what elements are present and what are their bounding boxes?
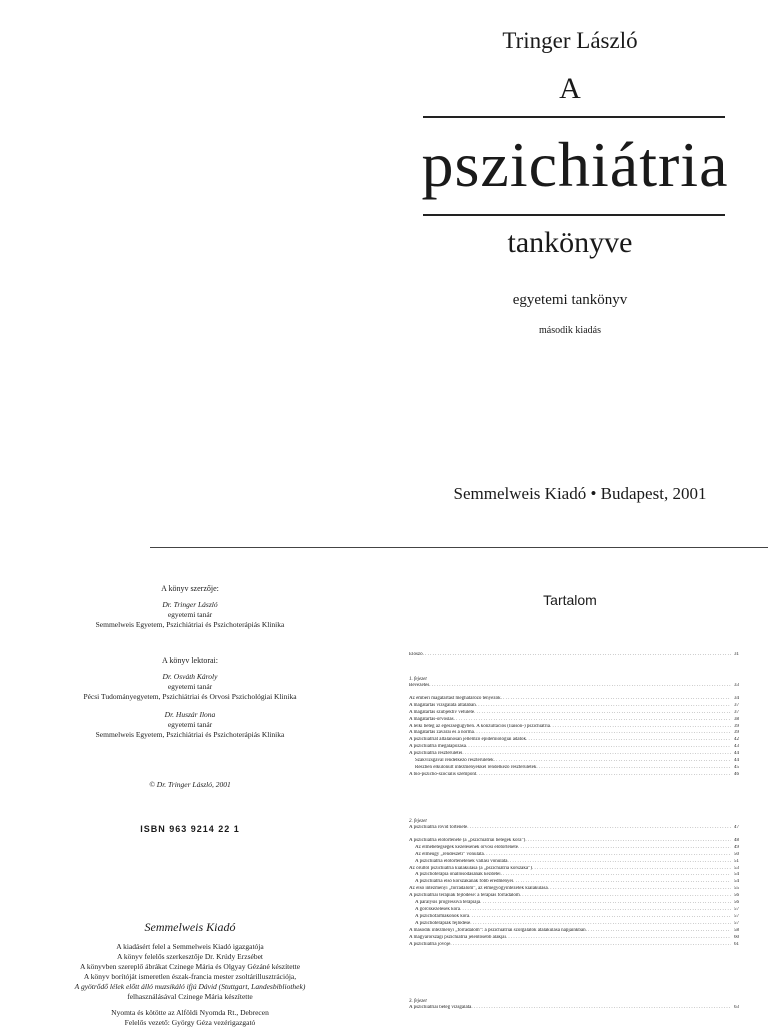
credit-line: A könyv felelős szerkesztője Dr. Krúdy Erzsébet	[117, 952, 263, 961]
toc-entry	[409, 710, 739, 717]
reviewer1-title: egyetemi tanár	[167, 682, 213, 691]
toc-entry	[409, 928, 739, 935]
title-rule-bottom	[423, 214, 725, 216]
toc-entry	[409, 696, 739, 703]
toc-entry-text: A lelki beteg az egészségügyben. A konzultációs (liaison-) pszichiátria	[409, 723, 550, 729]
toc-entry-text: A magatartás vizsgálata általában	[409, 702, 476, 708]
toc-entry-page: 54	[734, 879, 739, 885]
reviewers-heading: A könyv lektorai:	[162, 656, 218, 665]
toc-entry-page: 50	[734, 851, 739, 857]
edition: második kiadás	[539, 325, 601, 336]
toc-entry	[409, 879, 739, 886]
toc-entry-text: Részben elkülönült intézményekkel rendelkező részterületek	[415, 764, 537, 770]
author-credit-name: Dr. Tringer László	[162, 600, 218, 609]
toc-entry-page: 54	[734, 872, 739, 878]
credit-line: felhasználásával Czinege Mária készítette	[127, 992, 253, 1001]
contents-title: Tartalom	[543, 592, 597, 608]
title-rule-top	[423, 116, 725, 118]
toc-entry-text: A pszichofarmakonok kora	[415, 913, 470, 919]
toc-entry-page: 58	[734, 927, 739, 933]
book-subtitle: tankönyve	[507, 226, 633, 259]
credits-block	[40, 942, 340, 1028]
author-credit-inst: Semmelweis Egyetem, Pszichiátriai és Pszichoterápiás Klinika	[95, 620, 285, 629]
toc-entry	[409, 744, 739, 751]
toc-entry-text: A pszichiátriát általánosan jellemző epidemiológiai adatok	[409, 737, 527, 743]
chapter-label: 2. fejezet	[409, 819, 427, 824]
toc-entry-page: 61	[734, 941, 739, 947]
toc-entry	[409, 751, 739, 758]
toc-entry	[409, 730, 739, 737]
toc-entry-text: Az első intézményi „forradalom”, az elmegyógyintézetek kialakulása	[409, 886, 548, 892]
publisher-name: Semmelweis Kiadó	[144, 920, 236, 934]
chapter-label: 3. fejezet	[409, 999, 427, 1004]
toc-entry	[409, 724, 739, 731]
toc-entry-text: A paralysis progressiva terápiája	[415, 900, 481, 906]
toc-entry-page: 60	[734, 934, 739, 940]
toc-entry	[409, 683, 739, 690]
toc-entry	[409, 845, 739, 852]
toc-entry	[409, 942, 739, 949]
toc-chapter-3	[409, 998, 739, 1012]
toc-entry	[409, 872, 739, 879]
toc-entry-page: 44	[734, 751, 739, 757]
toc-entry	[409, 921, 739, 928]
toc-entry-page: 57	[734, 920, 739, 926]
toc-entry	[409, 1005, 739, 1012]
toc-entry-page: 55	[734, 886, 739, 892]
toc-entry-page: 44	[734, 758, 739, 764]
toc-entry-page: 56	[734, 900, 739, 906]
reviewer1-name: Dr. Osváth Károly	[162, 672, 218, 681]
toc-entry-text: A pszichoterápiák fejlődése	[415, 920, 471, 926]
edition-type: egyetemi tankönyv	[512, 292, 628, 308]
toc-entry-text: A görcskezelések kora	[415, 906, 460, 912]
author-block	[40, 584, 340, 630]
reviewer2-inst: Semmelweis Egyetem, Pszichiátriai és Pszichoterápiás Klinika	[95, 730, 285, 739]
toc-entry	[409, 852, 739, 859]
printer-line: Felelős vezető: György Géza vezérigazgató	[124, 1018, 256, 1027]
toc-entry-text: A pszichiátria megalapozása	[409, 744, 466, 750]
toc-entry-text: A pszichiátria első korszakának főbb eredményei	[415, 879, 514, 885]
publisher-line: Semmelweis Kiadó • Budapest, 2001	[453, 484, 707, 503]
toc-entry-page: 49	[734, 844, 739, 850]
toc-entry-text: Előszó	[409, 652, 423, 657]
credit-line: A könyv borítóját ismeretlen észak-francia mester zsoltárillusztrációja,	[83, 972, 297, 981]
toc-entry-page: 63	[734, 1005, 739, 1010]
toc-entry-text: Szakvizsgával rendelkező részterületek	[415, 758, 494, 764]
toc-entry-page: 42	[734, 737, 739, 743]
author-name: Tringer László	[502, 28, 638, 53]
toc-entry-text: A bio-pszicho-szociális szempont	[409, 771, 477, 777]
toc-chapter-2	[409, 818, 739, 948]
toc-entry-text: Az elmebetegségek kezelésének orvosi előtörténete	[415, 844, 519, 850]
toc-entry-page: 57	[734, 906, 739, 912]
toc-entry-text: Bevezetés	[409, 683, 430, 688]
toc-entry-page: 37	[734, 709, 739, 715]
toc-entry-text: A pszichiátria részterületei	[409, 751, 463, 757]
toc-entry	[409, 825, 739, 832]
toc-entry-page: 34	[734, 695, 739, 701]
toc-entry	[409, 893, 739, 900]
toc-entry	[409, 900, 739, 907]
toc-entry	[409, 703, 739, 710]
toc-entry-text: A magyarországi pszichiátria jelentősebb alakjai	[409, 934, 506, 940]
page-fold-line	[150, 547, 768, 548]
reviewers-block	[40, 656, 340, 740]
author-credit-title: egyetemi tanár	[167, 610, 213, 619]
toc-entry	[409, 859, 739, 866]
toc-entry	[409, 914, 739, 921]
toc-entry-page: 39	[734, 730, 739, 736]
toc-entry-page: 43	[734, 744, 739, 750]
toc-entry-text: A pszichoterápia önállósodásának kezdetei	[415, 872, 501, 878]
credit-line: A könyvben szereplő ábrákat Czinege Mária és Olgyay Gézáné készítette	[79, 962, 301, 971]
toc-chapter-1	[409, 676, 739, 779]
toc-entry-page: 45	[734, 764, 739, 770]
toc-entry-text: A magatartás szubjektív vetülete	[409, 709, 475, 715]
toc-entry-text: A pszichiátriai beteg vizsgálata	[409, 1005, 472, 1010]
toc-preface	[409, 652, 739, 659]
toc-entry-text: A pszichiátria előtörténetének vallási vonulata	[415, 858, 508, 864]
credit-line: A kiadásért felel a Semmelweis Kiadó igazgatója	[116, 942, 264, 951]
toc-entry-page: 53	[734, 865, 739, 871]
title-article: A	[559, 72, 581, 105]
toc-entry	[409, 765, 739, 772]
toc-entry-page: 39	[734, 723, 739, 729]
book-title: pszichiátria	[421, 129, 729, 200]
reviewer2-title: egyetemi tanár	[167, 720, 213, 729]
toc-entry	[409, 907, 739, 914]
toc-entry	[409, 737, 739, 744]
toc-entry-text: A pszichiátria jövője	[409, 941, 451, 947]
toc-entry-page: 47	[734, 825, 739, 830]
toc-entry	[409, 772, 739, 779]
toc-entry-page: 51	[734, 858, 739, 864]
toc-entry	[409, 838, 739, 845]
toc-entry	[409, 935, 739, 942]
toc-entry-page: 57	[734, 913, 739, 919]
toc-entry-page: 48	[734, 837, 739, 843]
toc-entry-page: 31	[734, 652, 739, 657]
toc-entry	[409, 758, 739, 765]
toc-entry-page: 37	[734, 702, 739, 708]
toc-entry-text: A második intézményi „forradalom”: a pszichiátriai szolgálatok átalakulása napjainkban	[409, 927, 586, 933]
isbn-number: ISBN 963 9214 22 1	[140, 824, 240, 834]
toc-entry-page: 56	[734, 893, 739, 899]
toc-entry-text: A pszichiátria előtörténete (a „pszichiátriai betegek kora”)	[409, 837, 526, 843]
toc-entry	[409, 652, 739, 659]
toc-entry-text: Az őrültől pszichiátria kialakulása (a „pszichiátria korszaka”)	[409, 865, 532, 871]
toc-entry	[409, 717, 739, 724]
toc-entry-text: A magatartás-orvoslás	[409, 716, 454, 722]
toc-entry-text: Az elmeügy „rendészeti” vonulata	[415, 851, 484, 857]
toc-entry	[409, 886, 739, 893]
toc-entry-text: A pszichiátriai terápiák fejlődése: a terápiás forradalom	[409, 893, 520, 899]
toc-entry-text: A magatartás zavarai és a norma	[409, 730, 474, 736]
copyright-notice: © Dr. Tringer László, 2001	[149, 780, 231, 789]
reviewer1-inst: Pécsi Tudományegyetem, Pszichiátriai és Orvosi Pszichológiai Klinika	[83, 692, 297, 701]
toc-entry-page: 33	[734, 683, 739, 688]
toc-entry-text: A pszichiátria rövid története	[409, 825, 468, 830]
reviewer2-name: Dr. Huszár Ilona	[164, 710, 216, 719]
printer-line: Nyomta és kötötte az Alföldi Nyomda Rt., Debrecen	[111, 1008, 269, 1017]
toc-entry-page: 38	[734, 716, 739, 722]
toc-entry-text: Az emberi magatartást meghatározó tényezők	[409, 695, 501, 701]
toc-entry	[409, 866, 739, 873]
chapter-label: 1. fejezet	[409, 677, 427, 682]
author-heading: A könyv szerzője:	[161, 584, 219, 593]
toc-entry-page: 46	[734, 771, 739, 777]
credit-line: A gyötrődő lélek előtt álló muzsikáló ifjú Dávid (Stuttgart, Landesbibliothek)	[74, 982, 306, 991]
